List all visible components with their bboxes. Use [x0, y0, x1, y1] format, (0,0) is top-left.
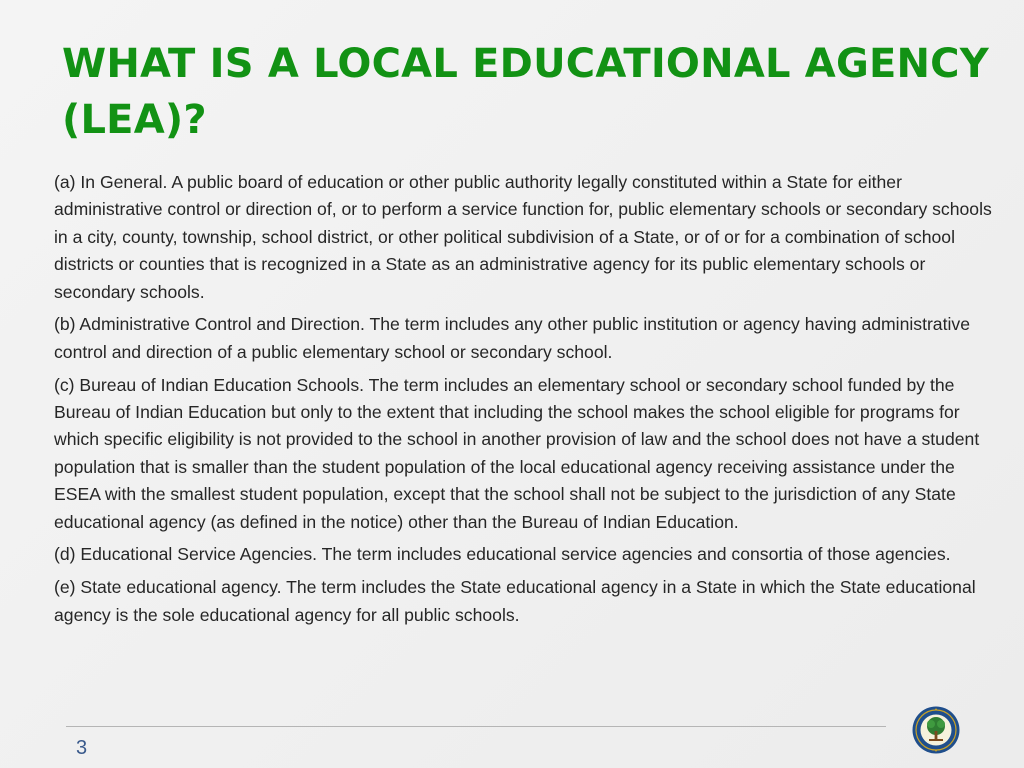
- definition-paragraph-e: (e) State educational agency. The term includes the State educational agency in a State in which the State educational agency is the sole educational agency for all public schools.: [54, 577, 976, 625]
- seal-dot: [935, 709, 937, 711]
- seal-dot: [935, 750, 937, 752]
- footer-divider: [66, 726, 886, 727]
- definition-paragraph-b: (b) Administrative Control and Direction. The term includes any other public institution or agency having administrative control and direction of a public elementary school or secondary school.: [54, 314, 970, 362]
- seal-tree-trunk: [935, 731, 938, 739]
- department-of-education-seal-icon: [912, 706, 960, 754]
- definition-paragraph-c: (c) Bureau of Indian Education Schools. The term includes an elementary school or secondary school funded by the Bureau of Indian Education but only to the extent that including the school makes the school eligible for programs for which specific eligibility is not provided to the school in another provision of law and the school does not have a student population that is smaller than the student population of the local educational agency receiving assistance under the ESEA with the smallest student population, except that the school shall not be subject to the jurisdiction of any State educational agency (as defined in the notice) other than the Bureau of Indian Education.: [54, 374, 980, 532]
- slide-title: WHAT IS A LOCAL EDUCATIONAL AGENCY (LEA)?: [62, 41, 989, 143]
- slide-body: [54, 169, 994, 634]
- seal-tree-ground: [929, 739, 943, 741]
- seal-tree-leaf-right: [937, 720, 945, 728]
- page-number: 3: [76, 737, 88, 759]
- definition-paragraph-d: (d) Educational Service Agencies. The term includes educational service agencies and consortia of those agencies.: [54, 544, 951, 565]
- seal-tree-leaf-left: [927, 720, 935, 728]
- definition-paragraph-a: (a) In General. A public board of education or other public authority legally constituted within a State for either administrative control or direction of, or to perform a service function for, public elementary schools or secondary schools in a city, county, township, school district, or other political subdivision of a State, or of or for a combination of school districts or counties that is recognized in a State as an administrative agency for its public elementary schools or secondary schools.: [54, 172, 992, 302]
